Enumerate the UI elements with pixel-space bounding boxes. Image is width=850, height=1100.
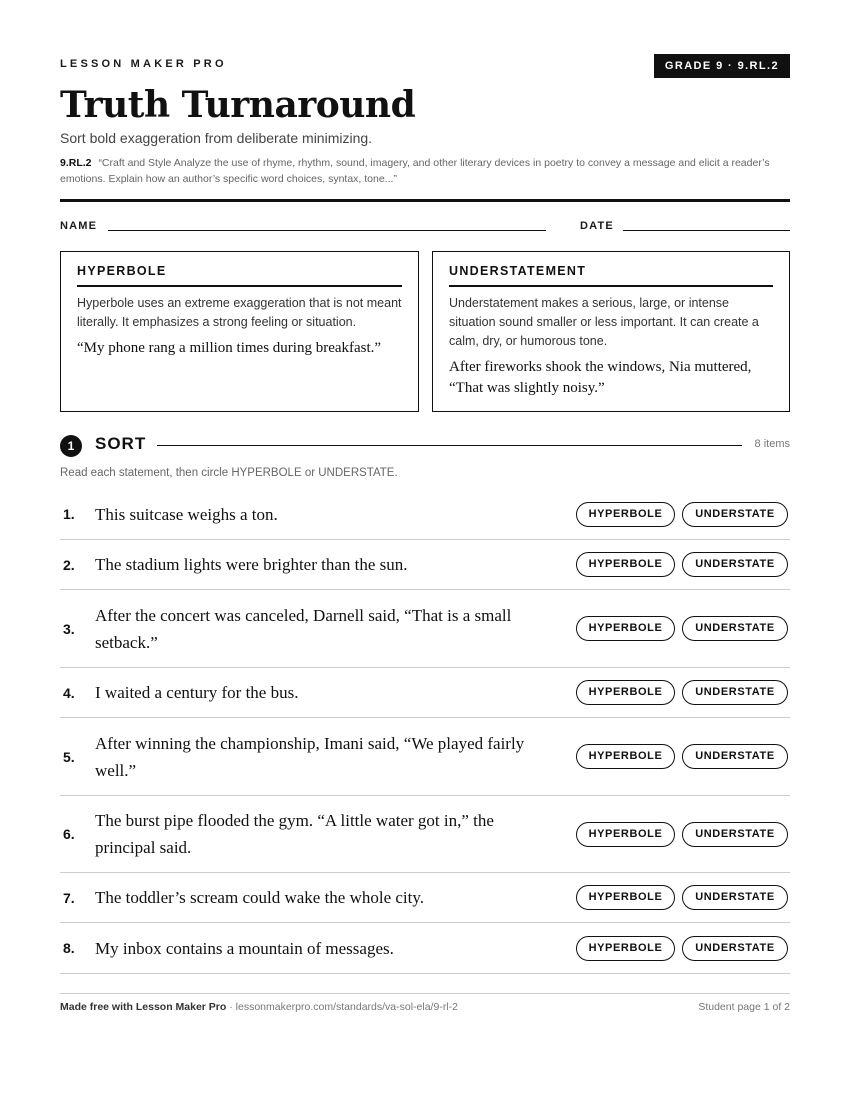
footer-divider (60, 993, 790, 994)
item-statement: The stadium lights were brighter than the sun. (95, 555, 408, 574)
standard-text: “Craft and Style Analyze the use of rhyme, rhythm, sound, imagery, and other literary devices in poetry to convey a message and elicit a reader’s emotions. Explain how an author’s specific word choices, syntax, tone...” (60, 157, 770, 185)
worksheet-page (60, 0, 790, 1100)
standard-description (60, 155, 790, 187)
understate-choice-button[interactable]: UNDERSTATE (682, 885, 788, 910)
list-item (60, 540, 790, 590)
hyperbole-choice-button[interactable]: HYPERBOLE (576, 936, 675, 961)
date-field[interactable] (623, 230, 790, 231)
item-statement: After the concert was canceled, Darnell said, “That is a small setback.” (95, 605, 512, 652)
choice-group (576, 616, 788, 641)
list-item (60, 668, 790, 718)
choice-group (576, 680, 788, 705)
hyperbole-example: “My phone rang a million times during breakfast.” (77, 340, 382, 356)
grade-badge: GRADE 9 · 9.RL.2 (654, 54, 790, 78)
understate-choice-button[interactable]: UNDERSTATE (682, 680, 788, 705)
choice-group (576, 936, 788, 961)
list-item (60, 873, 790, 923)
choice-group (576, 552, 788, 577)
understatement-definition-title: UNDERSTATEMENT (449, 264, 773, 287)
item-statement: After winning the championship, Imani said, “We played fairly well.” (95, 733, 525, 780)
item-count: 8 items (754, 438, 790, 450)
footer-made-with: Made free with Lesson Maker Pro (60, 1001, 227, 1013)
page-title: Truth Turnaround (60, 84, 416, 126)
item-number: 6. (63, 826, 75, 842)
item-number: 3. (63, 620, 75, 637)
hyperbole-choice-button[interactable]: HYPERBOLE (576, 552, 675, 577)
hyperbole-choice-button[interactable]: HYPERBOLE (576, 744, 675, 769)
choice-group (576, 822, 788, 847)
list-item (60, 796, 790, 873)
item-number: 7. (63, 889, 75, 906)
understate-choice-button[interactable]: UNDERSTATE (682, 936, 788, 961)
date-label: DATE (580, 220, 614, 232)
item-statement: The burst pipe flooded the gym. “A little water got in,” the principal said. (95, 811, 494, 857)
item-number: 2. (63, 556, 75, 573)
item-statement: This suitcase weighs a ton. (95, 504, 278, 524)
name-label: NAME (60, 220, 98, 232)
understate-choice-button[interactable]: UNDERSTATE (682, 616, 788, 641)
list-item (60, 923, 790, 974)
choice-group (576, 502, 788, 527)
understate-choice-button[interactable]: UNDERSTATE (682, 744, 788, 769)
hyperbole-choice-button[interactable]: HYPERBOLE (576, 616, 675, 641)
hyperbole-definition-title: HYPERBOLE (77, 264, 402, 287)
item-statement: The toddler’s scream could wake the whole city. (95, 888, 425, 907)
list-item (60, 590, 790, 668)
name-field[interactable] (108, 230, 546, 231)
item-statement: I waited a century for the bus. (95, 683, 299, 702)
understatement-definition-box (432, 251, 790, 412)
item-statement: My inbox contains a mountain of messages. (95, 938, 394, 958)
brand-name: LESSON MAKER PRO (60, 58, 227, 70)
understate-choice-button[interactable]: UNDERSTATE (682, 552, 788, 577)
understatement-example: After fireworks shook the windows, Nia muttered, “That was slightly noisy.” (449, 359, 752, 396)
choice-group (576, 885, 788, 910)
header-divider (60, 199, 790, 202)
footer-page-number: Student page 1 of 2 (698, 1001, 790, 1013)
sort-items-list (60, 489, 790, 974)
hyperbole-choice-button[interactable]: HYPERBOLE (576, 822, 675, 847)
list-item (60, 489, 790, 540)
item-number: 1. (63, 506, 75, 522)
understate-choice-button[interactable]: UNDERSTATE (682, 502, 788, 527)
hyperbole-definition-box (60, 251, 419, 412)
understate-choice-button[interactable]: UNDERSTATE (682, 822, 788, 847)
footer-url[interactable]: · lessonmakerpro.com/standards/va-sol-ela/9-rl-2 (226, 1001, 458, 1013)
footer-credit (60, 1001, 458, 1013)
section-divider (157, 445, 742, 446)
list-item (60, 718, 790, 796)
item-number: 8. (63, 940, 75, 956)
hyperbole-choice-button[interactable]: HYPERBOLE (576, 885, 675, 910)
choice-group (576, 744, 788, 769)
page-subtitle: Sort bold exaggeration from deliberate minimizing. (60, 130, 373, 146)
section-title: SORT (95, 434, 147, 453)
hyperbole-definition-text: Hyperbole uses an extreme exaggeration that is not meant literally. It emphasizes a strong feeling or situation. (77, 296, 402, 329)
hyperbole-choice-button[interactable]: HYPERBOLE (576, 502, 675, 527)
item-number: 4. (63, 684, 75, 701)
understatement-definition-text: Understatement makes a serious, large, or intense situation sound smaller or less important. It can create a calm, dry, or humorous tone. (449, 296, 759, 348)
section-number-badge: 1 (60, 435, 82, 457)
item-number: 5. (63, 748, 75, 765)
section-instructions: Read each statement, then circle HYPERBOLE or UNDERSTATE. (60, 467, 398, 479)
standard-code: 9.RL.2 (60, 157, 92, 169)
hyperbole-choice-button[interactable]: HYPERBOLE (576, 680, 675, 705)
